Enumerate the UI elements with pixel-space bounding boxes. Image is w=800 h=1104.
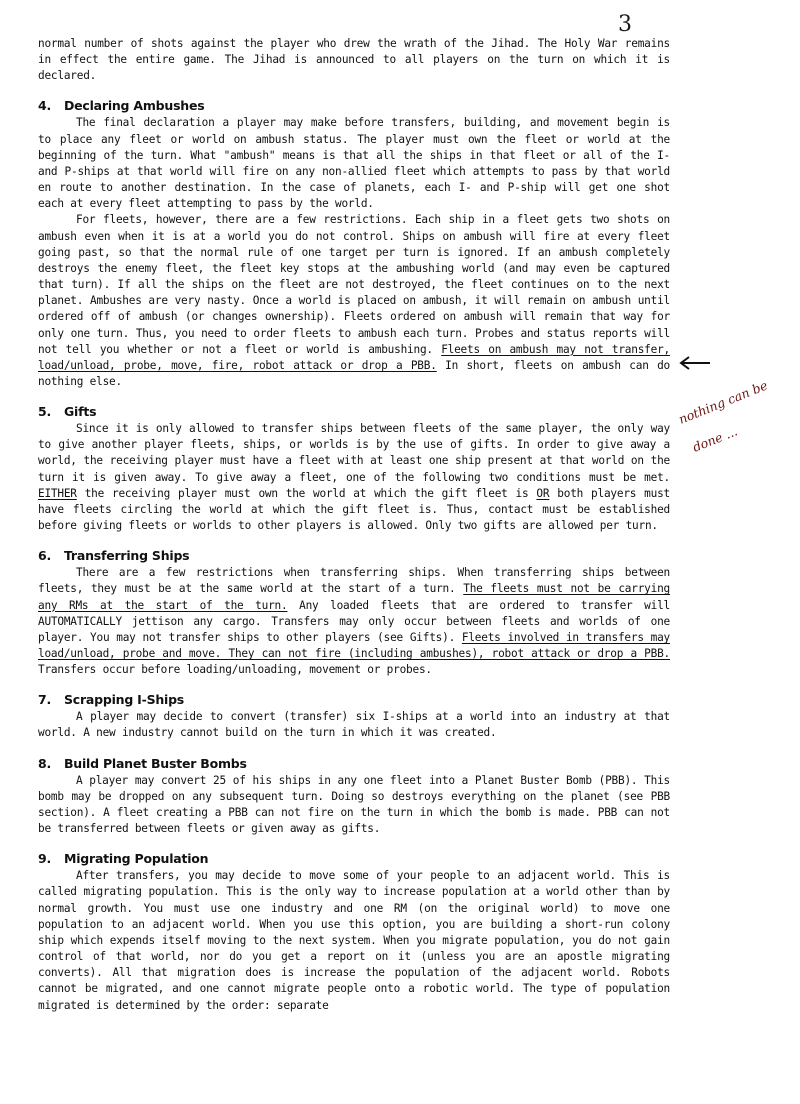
handwritten-margin-note (676, 377, 800, 482)
gifts-text-a: Since it is only allowed to transfer ships between fleets of the same player, the only way to give another player fleets, ships, or worlds is by the use of gifts. In order to give away a world, the receiving player must have a fleet with at least one ship present at that world on the turn it is given away. To give away a fleet, one of the following two conditions must be met. (38, 422, 670, 484)
section-title: Declaring Ambushes (64, 98, 205, 114)
gifts-text-c: both players must have fleets circling the world at which the gift fleet is. Thus, contact must be established before giving fleets or worlds to other players is allowed. Only two gifts are allowed per turn. (38, 486, 670, 533)
section-number: 7. (38, 692, 52, 708)
ambushes-summary: In short, fleets on ambush can do nothing else. (38, 358, 670, 388)
transferring-rule-underlined-1: The fleets must not be carrying any RMs at the start of the turn. (38, 582, 670, 612)
section-number: 6. (38, 548, 52, 564)
handwritten-note-line-1: nothing can be (676, 377, 770, 427)
transferring-paragraph (38, 565, 670, 678)
scrapping-paragraph: A player may decide to convert (transfer) six I-ships at a world into an industry at that world. A new industry cannot build on the turn in which it was created. (38, 710, 670, 740)
document-body (38, 36, 670, 1014)
transferring-text-c: Transfers occur before loading/unloading, movement or probes. (38, 663, 432, 677)
section-number: 8. (38, 755, 52, 771)
section-title: Gifts (64, 404, 97, 420)
section-title: Build Planet Buster Bombs (64, 755, 247, 771)
section-heading-migrating (38, 851, 670, 867)
migrating-paragraph: After transfers, you may decide to move some of your people to an adjacent world. This is called migrating population. This is the only way to increase population at a world other than by normal growth. You must use one industry and one RM (on the original world) to move one population to an adjacent world. When you use this option, you are building a short-run colony ship which expends itself moving to the next system. When you migrate population, you do not gain control of that world, nor do you get a report on it (unless you are an apostle migrating converts). All that migration does is increase the population of the adjacent world. Robots cannot be migrated, and one cannot migrate people onto a robotic world. The type of population migrated is determined by the order: separate (38, 869, 670, 1012)
section-title: Transferring Ships (64, 548, 190, 564)
section-heading-scrapping (38, 692, 670, 708)
section-title: Migrating Population (64, 851, 209, 867)
either-emphasis: EITHER (38, 486, 77, 500)
transferring-text-b: Any loaded fleets that are ordered to transfer will AUTOMATICALLY jettison any cargo. Transfers may only occur between fleets and worlds of one player. You may not transfer ships to other players (see Gifts). (38, 598, 670, 644)
section-heading-gifts (38, 404, 670, 420)
ambushes-paragraph-2 (38, 212, 670, 390)
section-title: Scrapping I-Ships (64, 692, 185, 708)
ambushes-restriction-underlined: Fleets on ambush may not transfer, load/unload, probe, move, fire, robot attack or drop a PBB. (38, 342, 670, 372)
transferring-text-a: There are a few restrictions when transferring ships. When transferring ships between fleets, they must be at the same world at the start of a turn. (38, 566, 670, 596)
pbb-paragraph: A player may convert 25 of his ships in any one fleet into a Planet Buster Bomb (PBB). This bomb may be dropped on any subsequent turn. Doing so destroys everything on the planet (see PBB section). A fleet creating a PBB can not fire on the turn in which the bomb is made. PBB can not be transferred between fleets or given away as gifts. (38, 773, 670, 836)
section-number: 4. (38, 98, 52, 114)
section-number: 9. (38, 851, 52, 867)
handwritten-note-line-2: done ... (690, 423, 740, 455)
section-number: 5. (38, 404, 52, 420)
gifts-paragraph (38, 421, 670, 534)
transferring-rule-underlined-2: Fleets involved in transfers may load/unload, probe and move. They can not fire (including ambushes), robot attack or drop a PBB. (38, 630, 671, 660)
ambushes-paragraph-1: The final declaration a player may make before transfers, building, and movement begin is to place any fleet or world on ambush status. The player must own the fleet or world at the beginning of the turn. What "ambush" means is that all the ships in that fleet or all of the I- and P-ships at that world will fire on any non-allied fleet which attempts to pass by that world en route to another destination. In the case of planets, each I- and P-ship will get one shot each at every fleet attempting to pass by the world. (38, 116, 670, 211)
section-heading-transferring (38, 548, 670, 564)
section-heading-pbb (38, 756, 670, 772)
intro-paragraph: normal number of shots against the player who drew the wrath of the Jihad. The Holy War remains in effect the entire game. The Jihad is announced to all players on the turn on which it is declared. (38, 37, 670, 83)
or-emphasis: OR (536, 486, 550, 500)
left-arrow-icon (678, 356, 712, 370)
ambushes-text: For fleets, however, there are a few restrictions. Each ship in a fleet gets two shots on ambush even when it is at a world you do not control. Ships on ambush will fire at every fleet going past, so that the normal rule of one target per turn is ignored. If an ambush completely destroys the enemy fleet, the fleet key stops at the ambushing world (and may even be captured that turn). If all the ships on the fleet are not destroyed, the fleet continues on to the next planet. Ambushes are very nasty. Once a world is placed on ambush, it will remain on ambush until ordered off of ambush (or changes ownership). Fleets ordered on ambush will remain that way for only one turn. Thus, you need to order fleets to ambush each turn. Probes and status reports will not tell you whether or not a fleet or world is ambushing. (38, 213, 670, 356)
gifts-text-b: the receiving player must own the world at which the gift fleet is (84, 486, 529, 500)
section-heading-ambushes (38, 98, 670, 114)
page-number: 3 (618, 12, 632, 37)
